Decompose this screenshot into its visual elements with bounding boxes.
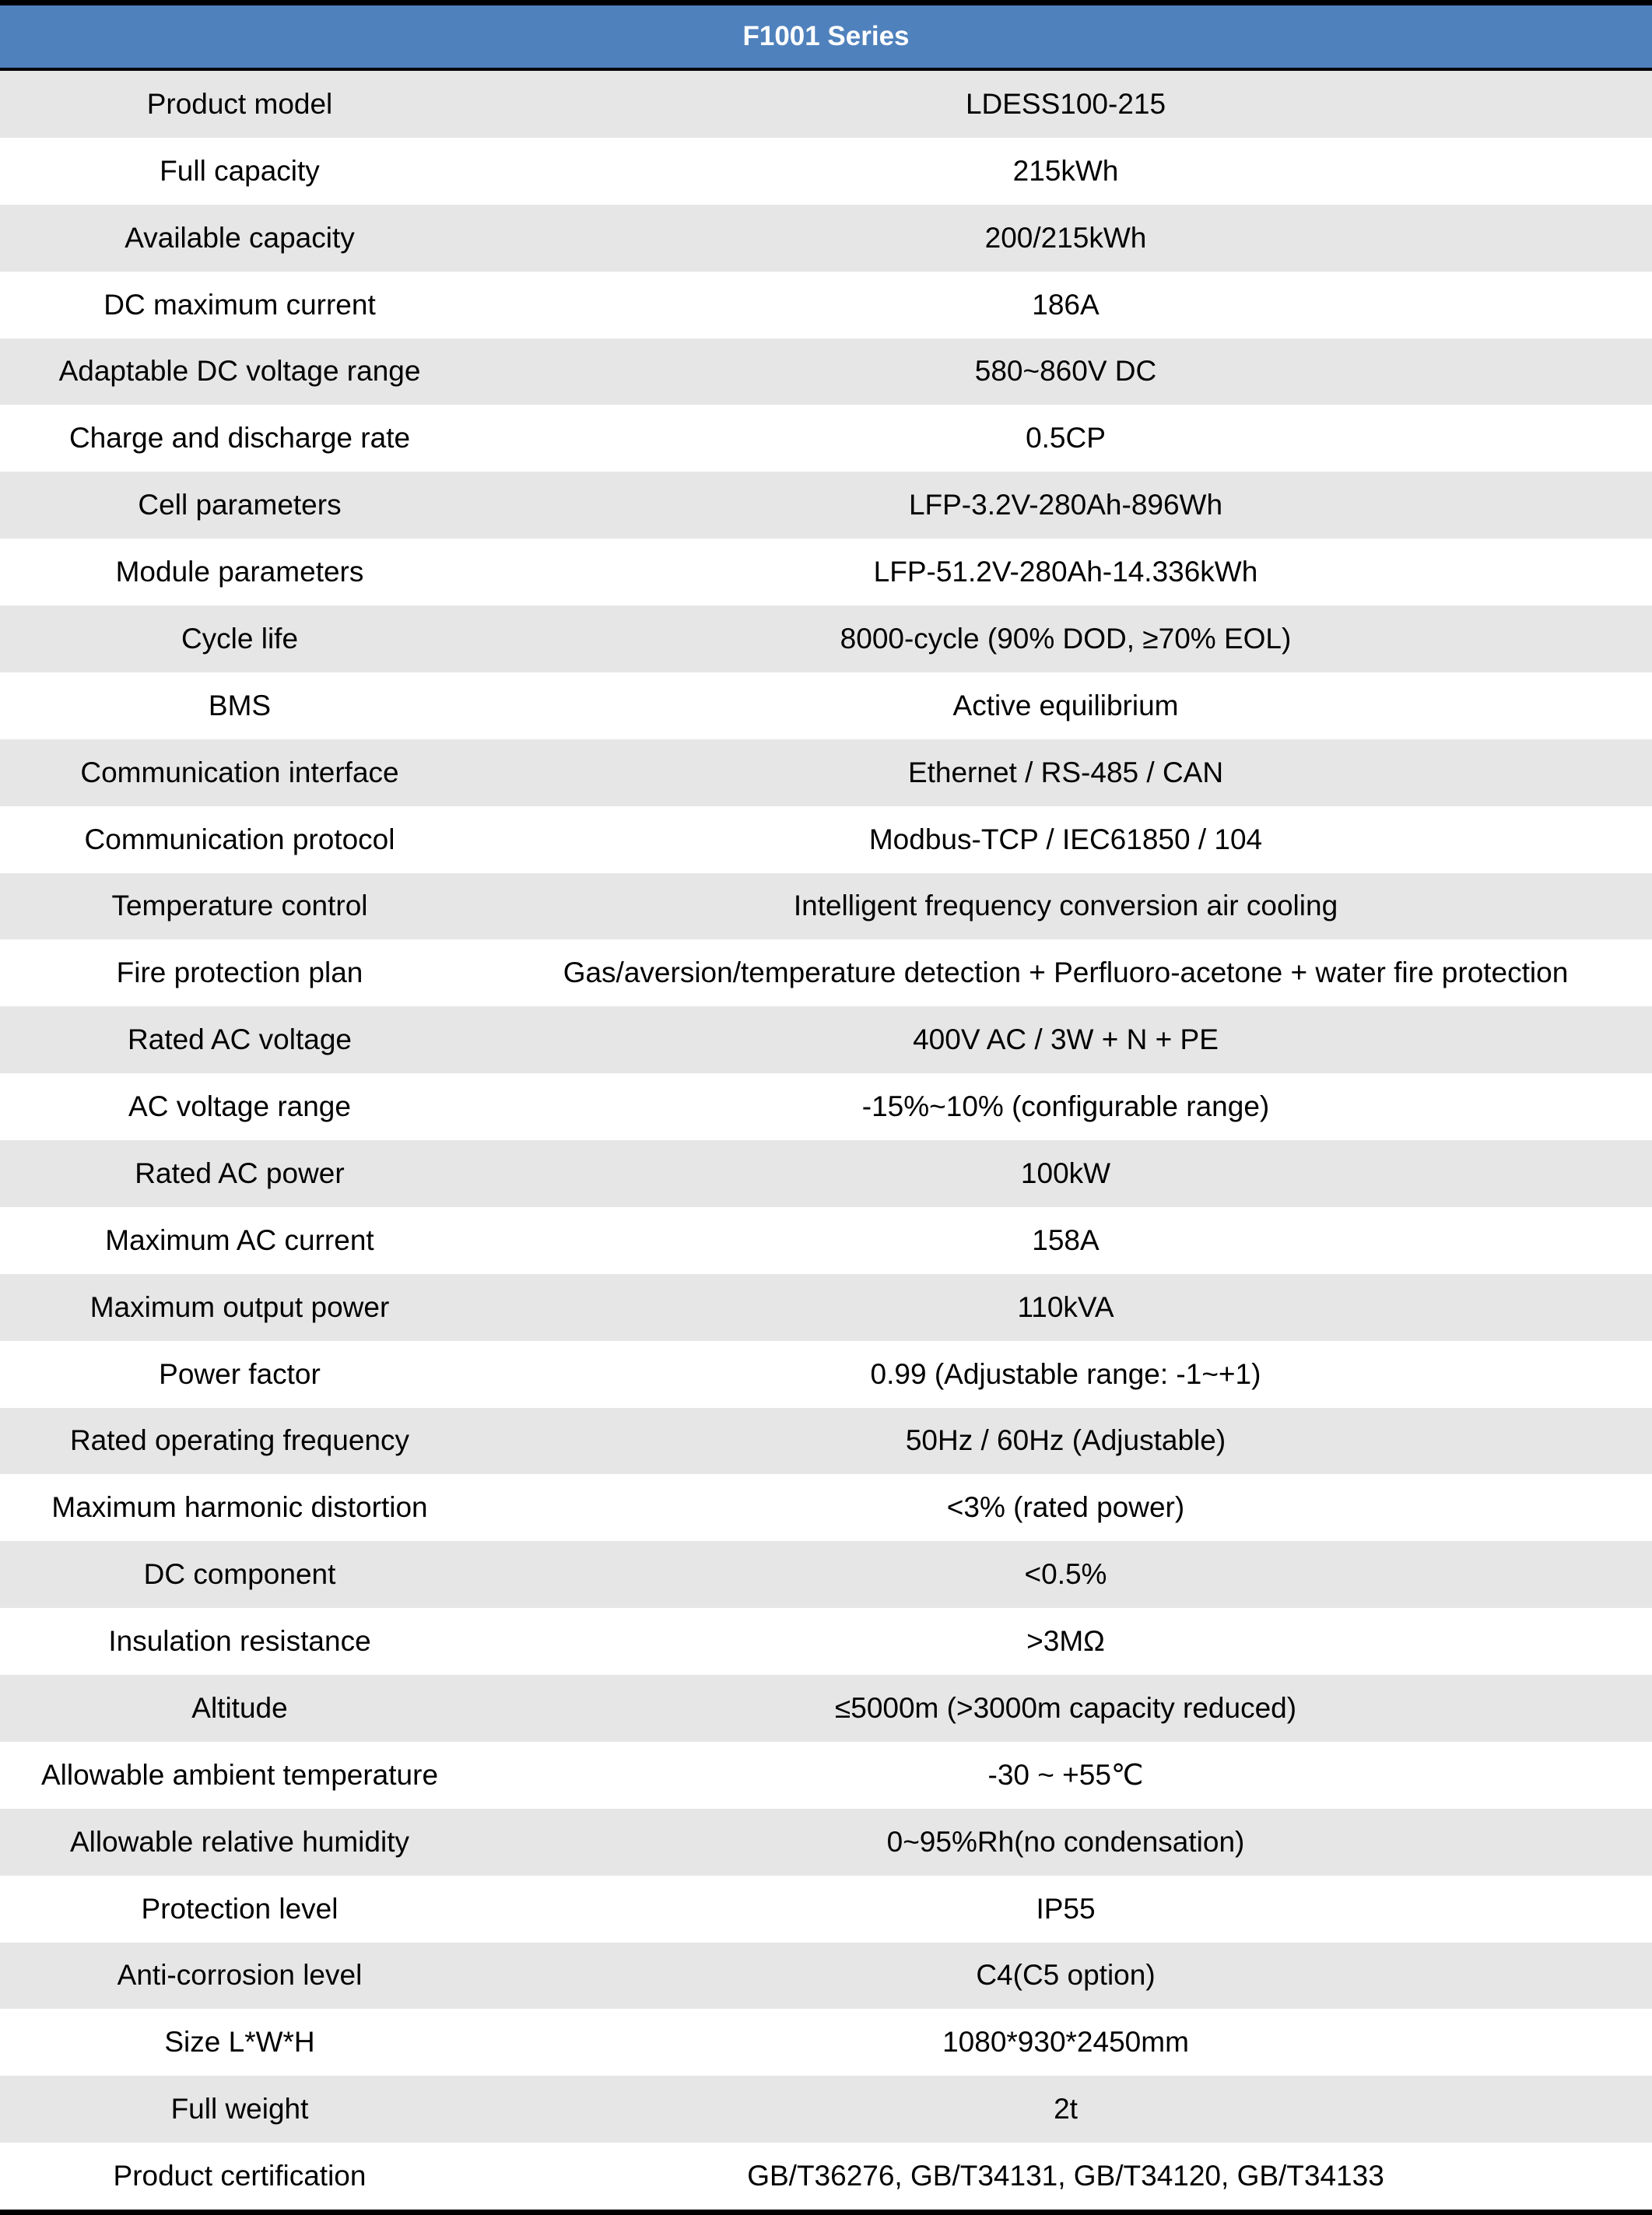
table-row [0, 1675, 1652, 1742]
spec-label: Full weight [170, 2093, 309, 2125]
table-row [0, 2143, 1652, 2210]
spec-label: DC maximum current [103, 288, 376, 321]
table-row [0, 71, 1652, 138]
spec-label: Module parameters [115, 556, 364, 588]
spec-value: C4(C5 option) [976, 1959, 1156, 1992]
table-row [0, 1876, 1652, 1943]
table-row [0, 1274, 1652, 1341]
table-row [0, 1408, 1652, 1475]
spec-label: Product certification [113, 2160, 367, 2192]
spec-value: 215kWh [1012, 154, 1119, 187]
spec-label: Maximum harmonic distortion [51, 1491, 428, 1524]
spec-value: <0.5% [1024, 1558, 1107, 1591]
table-row [0, 1073, 1652, 1140]
spec-value: IP55 [1036, 1892, 1096, 1925]
spec-label: Cycle life [181, 622, 299, 655]
table-row [0, 1943, 1652, 2010]
table-header [0, 5, 1652, 71]
spec-value: 8000-cycle (90% DOD, ≥70% EOL) [840, 622, 1292, 655]
spec-label: Allowable ambient temperature [40, 1758, 439, 1791]
spec-value: 2t [1054, 2093, 1078, 2125]
spec-label: Cell parameters [138, 489, 342, 521]
spec-value: 580~860V DC [974, 355, 1157, 388]
spec-label: Full capacity [160, 154, 320, 187]
spec-value: 400V AC / 3W + N + PE [913, 1023, 1219, 1056]
spec-value: Ethernet / RS-485 / CAN [907, 756, 1224, 788]
spec-value: LDESS100-215 [965, 87, 1166, 120]
spec-label: Rated AC voltage [128, 1023, 352, 1056]
table-row [0, 339, 1652, 405]
spec-value: Gas/aversion/temperature detection + Perfluoro-acetone + water fire protection [563, 957, 1569, 989]
spec-label: Altitude [191, 1691, 288, 1724]
spec-label: Rated AC power [135, 1157, 345, 1189]
table-row [0, 1006, 1652, 1073]
spec-label: Anti-corrosion level [117, 1959, 363, 1992]
table-row [0, 2076, 1652, 2143]
spec-label: Adaptable DC voltage range [58, 355, 421, 388]
spec-label: Maximum AC current [105, 1223, 374, 1256]
spec-value: 50Hz / 60Hz (Adjustable) [905, 1424, 1226, 1457]
spec-label: Maximum output power [89, 1290, 390, 1323]
table-row [0, 1809, 1652, 1876]
table-row [0, 1140, 1652, 1207]
spec-label: Communication interface [80, 756, 399, 788]
spec-value: Modbus-TCP / IEC61850 / 104 [868, 823, 1263, 855]
table-row [0, 1474, 1652, 1541]
spec-label: Size L*W*H [164, 2026, 315, 2059]
spec-label: Rated operating frequency [69, 1424, 410, 1457]
spec-label: Available capacity [125, 221, 355, 254]
spec-value: 110kVA [1017, 1290, 1114, 1323]
table-title: F1001 Series [742, 21, 910, 51]
spec-value: LFP-51.2V-280Ah-14.336kWh [873, 556, 1258, 588]
spec-value: 0~95%Rh(no condensation) [886, 1825, 1245, 1858]
table-row [0, 272, 1652, 339]
table-row [0, 1608, 1652, 1675]
table-row [0, 806, 1652, 873]
spec-label: DC component [143, 1558, 336, 1591]
spec-label: AC voltage range [128, 1090, 351, 1123]
table-row [0, 2009, 1652, 2076]
spec-value: Active equilibrium [952, 689, 1179, 721]
spec-value: -30 ~ +55℃ [987, 1759, 1144, 1792]
table-row [0, 606, 1652, 672]
table-row [0, 1341, 1652, 1408]
table-row [0, 739, 1652, 806]
table-row [0, 939, 1652, 1006]
spec-label: Allowable relative humidity [70, 1825, 409, 1858]
spec-label: Protection level [141, 1892, 338, 1925]
spec-label: Fire protection plan [116, 957, 363, 989]
spec-label: Power factor [159, 1357, 321, 1390]
spec-value: Intelligent frequency conversion air cooling [793, 890, 1338, 922]
spec-value: 1080*930*2450mm [942, 2026, 1189, 2059]
spec-value: <3% (rated power) [946, 1491, 1185, 1524]
table-row [0, 1207, 1652, 1274]
spec-value: -15%~10% (configurable range) [861, 1090, 1270, 1123]
spec-value: 100kW [1020, 1157, 1111, 1189]
spec-label: Product model [146, 87, 333, 120]
spec-value: 186A [1032, 288, 1100, 321]
table-row [0, 1541, 1652, 1608]
spec-value: >3MΩ [1026, 1625, 1105, 1658]
spec-label: Charge and discharge rate [68, 422, 411, 455]
spec-label: Communication protocol [84, 823, 395, 855]
spec-value: LFP-3.2V-280Ah-896Wh [908, 489, 1223, 521]
table-row [0, 672, 1652, 739]
table-row [0, 138, 1652, 205]
table-row [0, 539, 1652, 606]
spec-value: 158A [1032, 1223, 1100, 1256]
table-row [0, 873, 1652, 940]
spec-value: ≤5000m (>3000m capacity reduced) [834, 1691, 1297, 1724]
spec-label: BMS [208, 689, 272, 721]
table-row [0, 1742, 1652, 1809]
spec-label: Insulation resistance [108, 1625, 371, 1658]
spec-value: GB/T36276, GB/T34131, GB/T34120, GB/T34133 [747, 2160, 1384, 2192]
table-row [0, 205, 1652, 272]
table-row [0, 405, 1652, 472]
table-row [0, 472, 1652, 539]
spec-value: 200/215kWh [984, 221, 1147, 254]
spec-value: 0.99 (Adjustable range: -1~+1) [870, 1357, 1261, 1390]
spec-label: Temperature control [111, 890, 368, 922]
spec-value: 0.5CP [1026, 422, 1106, 455]
table-body [0, 71, 1652, 2210]
